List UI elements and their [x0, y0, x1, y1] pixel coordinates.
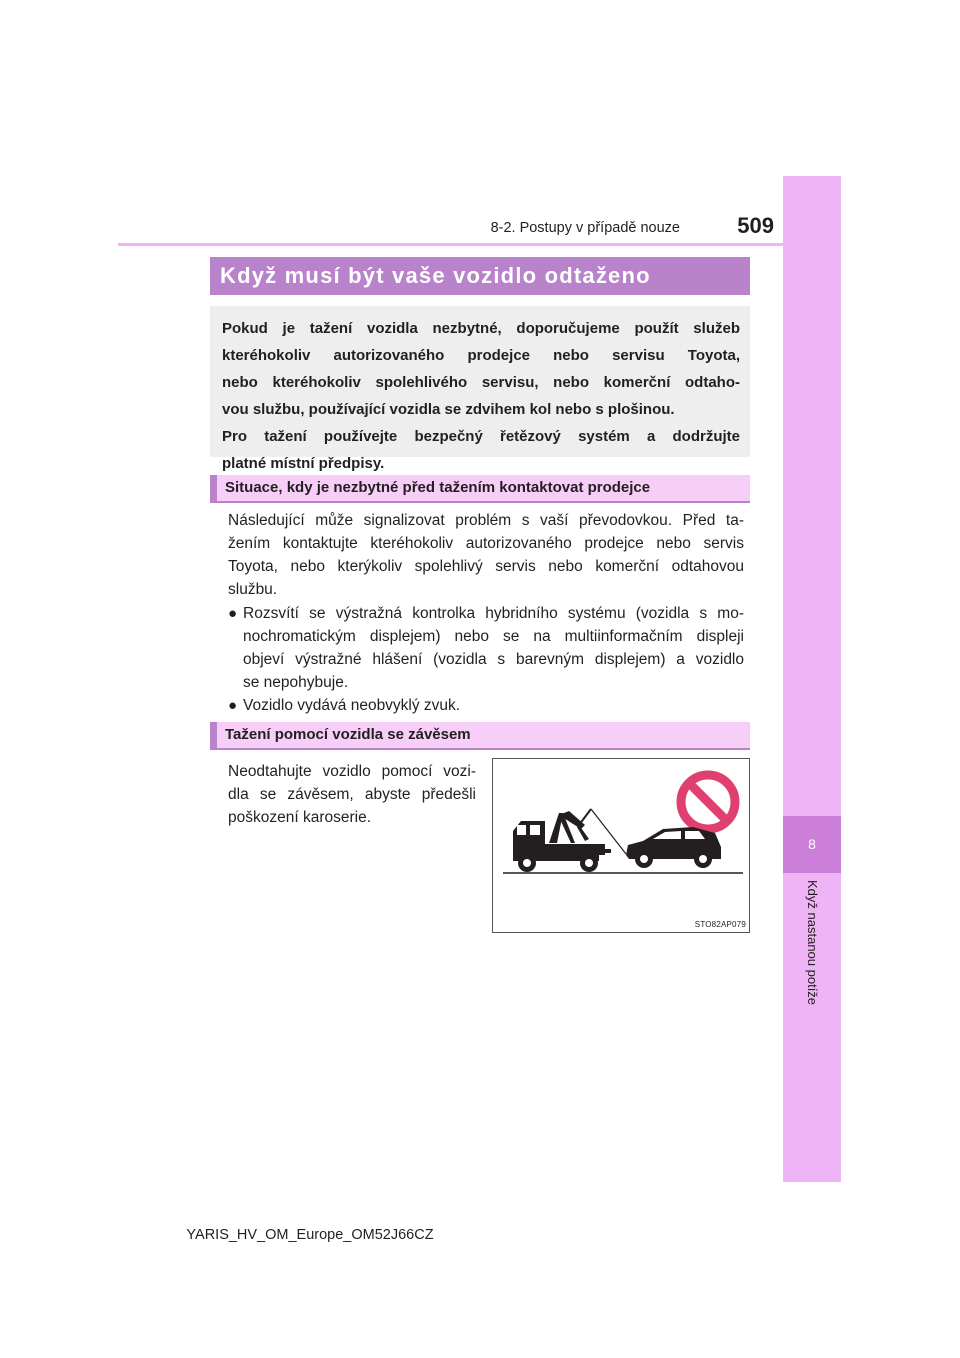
document-code: YARIS_HV_OM_Europe_OM52J66CZ: [186, 1227, 434, 1243]
intro-line: nebo kteréhokoliv spolehlivého servisu, nebo komerční odtaho-: [222, 374, 740, 391]
tow-truck-illustration: [492, 758, 750, 933]
header-rule: [118, 243, 783, 246]
bullet-line: se nepohybuje.: [243, 674, 349, 691]
section-heading-text: Tažení pomocí vozidla se závěsem: [225, 726, 471, 743]
bullet-line: Vozidlo vydává neobvyklý zvuk.: [243, 697, 461, 714]
intro-line: Pro tažení používejte bezpečný řetězový systém a dodržujte: [222, 428, 740, 445]
chapter-number-tab: [783, 816, 841, 873]
tow-truck-prohibited-icon: [493, 759, 749, 932]
bullet-icon: ●: [228, 697, 238, 714]
bullet-line: objeví výstražné hlášení (vozidla s barevným displejem) a vozidlo: [243, 651, 744, 668]
bullet-line: nochromatickým displejem) nebo se na multiinformačním displeji: [243, 628, 744, 645]
section-heading-contact-dealer: [210, 475, 750, 501]
section-heading-text: Situace, kdy je nezbytné před tažením kontaktovat prodejce: [225, 479, 651, 496]
intro-box: [210, 306, 750, 472]
bullet-line: Rozsvítí se výstražná kontrolka hybridního systému (vozidla s mo-: [243, 605, 744, 622]
paragraph-line: poškození karoserie.: [228, 809, 372, 826]
paragraph-line: dla se závěsem, abyste předešli: [228, 786, 476, 803]
section-label: 8-2. Postupy v případě nouze: [490, 220, 680, 236]
tow-truck-icon: [513, 809, 626, 872]
paragraph-line: Neodtahujte vozidlo pomocí vozi-: [228, 763, 476, 780]
paragraph-line: žením kontaktujte kteréhokoliv autorizovaného prodejce nebo servis: [228, 535, 744, 552]
page-number: 509: [737, 213, 774, 238]
intro-line: platné místní předpisy.: [222, 455, 385, 472]
page-title: Když musí být vaše vozidlo odtaženo: [220, 263, 651, 288]
bullet-icon: ●: [228, 605, 238, 622]
intro-line: vou službu, používající vozidla se zdvihem kol nebo s plošinou.: [222, 401, 675, 418]
chapter-number: 8: [808, 836, 816, 852]
page-title-bar: [210, 257, 750, 295]
towed-car-icon: [626, 827, 721, 868]
illustration-code: STO82AP079: [694, 920, 746, 929]
paragraph-line: Toyota, nebo kterýkoliv spolehlivý servis nebo komerční odtahovou: [228, 558, 744, 575]
section-heading-towing-sling: [210, 722, 750, 748]
paragraph-line: Následující může signalizovat problém s vaší převodovkou. Před ta-: [228, 512, 744, 529]
paragraph-line: službu.: [228, 581, 278, 598]
intro-line: Pokud je tažení vozidla nezbytné, doporučujeme použít služeb: [222, 320, 740, 337]
intro-line: kteréhokoliv autorizovaného prodejce nebo servisu Toyota,: [222, 347, 740, 364]
chapter-title: Když nastanou potíže: [805, 880, 820, 1006]
prohibition-icon: [681, 775, 735, 829]
